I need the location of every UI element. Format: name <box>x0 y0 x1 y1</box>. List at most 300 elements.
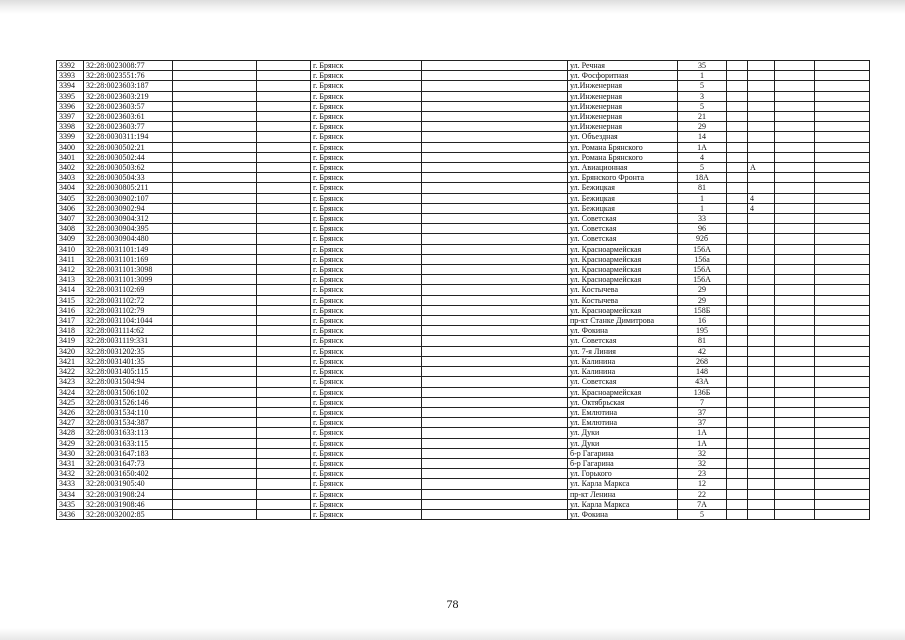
empty-cell <box>257 397 311 407</box>
city-cell: г. Брянск <box>311 193 422 203</box>
city-cell: г. Брянск <box>311 265 422 275</box>
empty-cell <box>775 356 815 366</box>
empty-cell <box>775 428 815 438</box>
street-cell: ул. Фокина <box>568 326 678 336</box>
empty-cell <box>775 509 815 519</box>
empty-cell <box>775 101 815 111</box>
empty-cell <box>257 224 311 234</box>
house-number-cell: 4 <box>678 152 727 162</box>
cadastral-number-cell: 32:28:0031647:73 <box>84 458 173 468</box>
row-number-cell: 3402 <box>57 163 84 173</box>
building-cell <box>748 489 775 499</box>
city-cell: г. Брянск <box>311 101 422 111</box>
empty-cell <box>775 61 815 71</box>
building-cell <box>748 326 775 336</box>
empty-cell <box>257 275 311 285</box>
empty-cell <box>727 367 748 377</box>
empty-cell <box>257 479 311 489</box>
empty-cell <box>727 234 748 244</box>
empty-cell <box>173 428 257 438</box>
empty-cell <box>775 163 815 173</box>
cadastral-number-cell: 32:28:0031104:1044 <box>84 316 173 326</box>
empty-cell <box>422 469 568 479</box>
street-cell: ул. Дуки <box>568 438 678 448</box>
building-cell <box>748 469 775 479</box>
table-row <box>57 418 870 428</box>
empty-cell <box>815 336 870 346</box>
city-cell: г. Брянск <box>311 244 422 254</box>
scan-shadow-bottom <box>0 628 905 640</box>
empty-cell <box>727 61 748 71</box>
city-cell: г. Брянск <box>311 326 422 336</box>
row-number-cell: 3420 <box>57 346 84 356</box>
empty-cell <box>173 285 257 295</box>
empty-cell <box>727 81 748 91</box>
empty-cell <box>775 458 815 468</box>
empty-cell <box>815 244 870 254</box>
street-cell: ул. Бежицкая <box>568 193 678 203</box>
empty-cell <box>815 81 870 91</box>
row-number-cell: 3397 <box>57 112 84 122</box>
empty-cell <box>173 214 257 224</box>
empty-cell <box>257 316 311 326</box>
cadastral-number-cell: 32:28:0031506:102 <box>84 387 173 397</box>
empty-cell <box>173 71 257 81</box>
empty-cell <box>727 193 748 203</box>
building-cell <box>748 316 775 326</box>
street-cell: ул. Советская <box>568 234 678 244</box>
empty-cell <box>815 265 870 275</box>
empty-cell <box>173 244 257 254</box>
empty-cell <box>775 469 815 479</box>
street-cell: б-р Гагарина <box>568 448 678 458</box>
empty-cell <box>422 101 568 111</box>
street-cell: ул.Инженерная <box>568 112 678 122</box>
empty-cell <box>257 326 311 336</box>
empty-cell <box>422 163 568 173</box>
empty-cell <box>727 458 748 468</box>
empty-cell <box>727 418 748 428</box>
empty-cell <box>815 234 870 244</box>
house-number-cell: 1 <box>678 71 727 81</box>
street-cell: ул. Объездная <box>568 132 678 142</box>
empty-cell <box>775 305 815 315</box>
empty-cell <box>775 295 815 305</box>
city-cell: г. Брянск <box>311 438 422 448</box>
empty-cell <box>173 418 257 428</box>
empty-cell <box>422 214 568 224</box>
empty-cell <box>422 316 568 326</box>
building-cell <box>748 407 775 417</box>
table-row <box>57 275 870 285</box>
city-cell: г. Брянск <box>311 305 422 315</box>
empty-cell <box>257 173 311 183</box>
row-number-cell: 3414 <box>57 285 84 295</box>
street-cell: ул. Брянского Фронта <box>568 173 678 183</box>
empty-cell <box>727 316 748 326</box>
row-number-cell: 3396 <box>57 101 84 111</box>
empty-cell <box>257 152 311 162</box>
empty-cell <box>422 224 568 234</box>
empty-cell <box>422 356 568 366</box>
street-cell: ул. Красноармейская <box>568 275 678 285</box>
building-cell: 4 <box>748 203 775 213</box>
empty-cell <box>815 101 870 111</box>
empty-cell <box>257 71 311 81</box>
empty-cell <box>815 489 870 499</box>
empty-cell <box>815 112 870 122</box>
house-number-cell: 7А <box>678 499 727 509</box>
row-number-cell: 3436 <box>57 509 84 519</box>
row-number-cell: 3427 <box>57 418 84 428</box>
empty-cell <box>727 244 748 254</box>
row-number-cell: 3392 <box>57 61 84 71</box>
empty-cell <box>815 295 870 305</box>
table-row <box>57 438 870 448</box>
table-row <box>57 428 870 438</box>
cadastral-number-cell: 32:28:0031534:387 <box>84 418 173 428</box>
row-number-cell: 3400 <box>57 142 84 152</box>
table-row <box>57 377 870 387</box>
empty-cell <box>815 428 870 438</box>
row-number-cell: 3419 <box>57 336 84 346</box>
city-cell: г. Брянск <box>311 163 422 173</box>
cadastral-number-cell: 32:28:0031119:331 <box>84 336 173 346</box>
cadastral-number-cell: 32:28:0030502:44 <box>84 152 173 162</box>
street-cell: ул. Красноармейская <box>568 387 678 397</box>
empty-cell <box>775 275 815 285</box>
empty-cell <box>257 112 311 122</box>
house-number-cell: 32 <box>678 448 727 458</box>
building-cell <box>748 61 775 71</box>
empty-cell <box>257 234 311 244</box>
empty-cell <box>173 377 257 387</box>
city-cell: г. Брянск <box>311 254 422 264</box>
empty-cell <box>815 91 870 101</box>
empty-cell <box>422 265 568 275</box>
empty-cell <box>815 163 870 173</box>
cadastral-number-cell: 32:28:0031504:94 <box>84 377 173 387</box>
empty-cell <box>173 489 257 499</box>
building-cell <box>748 346 775 356</box>
cadastral-number-cell: 32:28:0031401:35 <box>84 356 173 366</box>
street-cell: ул. Бежицкая <box>568 183 678 193</box>
row-number-cell: 3432 <box>57 469 84 479</box>
empty-cell <box>727 183 748 193</box>
empty-cell <box>727 509 748 519</box>
empty-cell <box>257 448 311 458</box>
street-cell: ул. Карла Маркса <box>568 479 678 489</box>
cadastral-number-cell: 32:28:0031905:40 <box>84 479 173 489</box>
empty-cell <box>422 489 568 499</box>
row-number-cell: 3399 <box>57 132 84 142</box>
empty-cell <box>257 183 311 193</box>
street-cell: ул. Речная <box>568 61 678 71</box>
building-cell <box>748 499 775 509</box>
empty-cell <box>727 285 748 295</box>
empty-cell <box>173 367 257 377</box>
cadastral-number-cell: 32:28:0030805:211 <box>84 183 173 193</box>
building-cell <box>748 428 775 438</box>
building-cell <box>748 458 775 468</box>
empty-cell <box>422 305 568 315</box>
building-cell <box>748 112 775 122</box>
street-cell: ул. Советская <box>568 336 678 346</box>
city-cell: г. Брянск <box>311 316 422 326</box>
empty-cell <box>257 356 311 366</box>
row-number-cell: 3425 <box>57 397 84 407</box>
empty-cell <box>173 407 257 417</box>
house-number-cell: 12 <box>678 479 727 489</box>
city-cell: г. Брянск <box>311 112 422 122</box>
empty-cell <box>173 183 257 193</box>
table-row <box>57 499 870 509</box>
table-row <box>57 234 870 244</box>
empty-cell <box>257 122 311 132</box>
empty-cell <box>173 91 257 101</box>
house-number-cell: 5 <box>678 101 727 111</box>
building-cell <box>748 101 775 111</box>
empty-cell <box>257 81 311 91</box>
empty-cell <box>422 183 568 193</box>
empty-cell <box>727 346 748 356</box>
building-cell <box>748 336 775 346</box>
empty-cell <box>727 214 748 224</box>
city-cell: г. Брянск <box>311 509 422 519</box>
empty-cell <box>727 265 748 275</box>
city-cell: г. Брянск <box>311 122 422 132</box>
house-number-cell: 195 <box>678 326 727 336</box>
house-number-cell: 42 <box>678 346 727 356</box>
empty-cell <box>815 469 870 479</box>
empty-cell <box>173 305 257 315</box>
empty-cell <box>727 101 748 111</box>
cadastral-number-cell: 32:28:0023603:57 <box>84 101 173 111</box>
cadastral-number-cell: 32:28:0030503:62 <box>84 163 173 173</box>
house-number-cell: 156А <box>678 265 727 275</box>
house-number-cell: 148 <box>678 367 727 377</box>
empty-cell <box>422 112 568 122</box>
empty-cell <box>173 448 257 458</box>
empty-cell <box>775 214 815 224</box>
empty-cell <box>775 71 815 81</box>
empty-cell <box>173 356 257 366</box>
table-row <box>57 152 870 162</box>
city-cell: г. Брянск <box>311 234 422 244</box>
cadastral-number-cell: 32:28:0023603:61 <box>84 112 173 122</box>
empty-cell <box>815 71 870 81</box>
building-cell <box>748 152 775 162</box>
table-row <box>57 326 870 336</box>
city-cell: г. Брянск <box>311 71 422 81</box>
building-cell <box>748 265 775 275</box>
empty-cell <box>173 275 257 285</box>
house-number-cell: 156а <box>678 254 727 264</box>
empty-cell <box>257 214 311 224</box>
table-row <box>57 356 870 366</box>
street-cell: ул. Красноармейская <box>568 244 678 254</box>
empty-cell <box>815 448 870 458</box>
building-cell <box>748 91 775 101</box>
empty-cell <box>173 265 257 275</box>
city-cell: г. Брянск <box>311 91 422 101</box>
empty-cell <box>257 407 311 417</box>
row-number-cell: 3401 <box>57 152 84 162</box>
building-cell <box>748 71 775 81</box>
city-cell: г. Брянск <box>311 132 422 142</box>
empty-cell <box>727 479 748 489</box>
building-cell <box>748 173 775 183</box>
building-cell <box>748 377 775 387</box>
street-cell: ул. Фокина <box>568 509 678 519</box>
empty-cell <box>775 479 815 489</box>
empty-cell <box>727 356 748 366</box>
house-number-cell: 1А <box>678 142 727 152</box>
city-cell: г. Брянск <box>311 469 422 479</box>
empty-cell <box>775 91 815 101</box>
empty-cell <box>422 132 568 142</box>
building-cell <box>748 214 775 224</box>
empty-cell <box>815 356 870 366</box>
cadastral-number-cell: 32:28:0030311:194 <box>84 132 173 142</box>
cadastral-number-cell: 32:28:0023008:77 <box>84 61 173 71</box>
city-cell: г. Брянск <box>311 428 422 438</box>
empty-cell <box>422 428 568 438</box>
row-number-cell: 3433 <box>57 479 84 489</box>
empty-cell <box>775 316 815 326</box>
building-cell <box>748 418 775 428</box>
table-row <box>57 336 870 346</box>
empty-cell <box>727 91 748 101</box>
cadastral-number-cell: 32:28:0030904:395 <box>84 224 173 234</box>
building-cell <box>748 367 775 377</box>
cadastral-number-cell: 32:28:0030904:480 <box>84 234 173 244</box>
empty-cell <box>775 367 815 377</box>
building-cell <box>748 356 775 366</box>
empty-cell <box>815 275 870 285</box>
street-cell: ул. Советская <box>568 224 678 234</box>
empty-cell <box>173 163 257 173</box>
table-row <box>57 479 870 489</box>
row-number-cell: 3394 <box>57 81 84 91</box>
empty-cell <box>815 152 870 162</box>
street-cell: ул. Советская <box>568 377 678 387</box>
empty-cell <box>727 499 748 509</box>
table-row <box>57 305 870 315</box>
row-number-cell: 3408 <box>57 224 84 234</box>
table-row <box>57 295 870 305</box>
building-cell <box>748 254 775 264</box>
row-number-cell: 3417 <box>57 316 84 326</box>
empty-cell <box>775 142 815 152</box>
empty-cell <box>422 438 568 448</box>
street-cell: ул. Романа Брянского <box>568 152 678 162</box>
empty-cell <box>173 346 257 356</box>
empty-cell <box>815 214 870 224</box>
cadastral-number-cell: 32:28:0031101:3099 <box>84 275 173 285</box>
house-number-cell: 81 <box>678 183 727 193</box>
row-number-cell: 3409 <box>57 234 84 244</box>
empty-cell <box>257 91 311 101</box>
row-number-cell: 3403 <box>57 173 84 183</box>
building-cell <box>748 275 775 285</box>
building-cell <box>748 285 775 295</box>
city-cell: г. Брянск <box>311 489 422 499</box>
street-cell: ул. Октябрьская <box>568 397 678 407</box>
empty-cell <box>257 142 311 152</box>
empty-cell <box>775 346 815 356</box>
row-number-cell: 3411 <box>57 254 84 264</box>
table-row <box>57 112 870 122</box>
house-number-cell: 81 <box>678 336 727 346</box>
row-number-cell: 3398 <box>57 122 84 132</box>
street-cell: ул. Калинина <box>568 367 678 377</box>
house-number-cell: 37 <box>678 418 727 428</box>
empty-cell <box>257 346 311 356</box>
empty-cell <box>257 458 311 468</box>
empty-cell <box>173 173 257 183</box>
empty-cell <box>727 377 748 387</box>
empty-cell <box>257 499 311 509</box>
empty-cell <box>727 112 748 122</box>
empty-cell <box>173 224 257 234</box>
city-cell: г. Брянск <box>311 387 422 397</box>
empty-cell <box>422 275 568 285</box>
house-number-cell: 43А <box>678 377 727 387</box>
cadastral-number-cell: 32:28:0031102:72 <box>84 295 173 305</box>
row-number-cell: 3395 <box>57 91 84 101</box>
table-row <box>57 509 870 519</box>
scan-shadow-top <box>0 0 905 14</box>
house-number-cell: 1 <box>678 203 727 213</box>
empty-cell <box>257 489 311 499</box>
empty-cell <box>815 397 870 407</box>
empty-cell <box>422 254 568 264</box>
street-cell: ул. Романа Брянского <box>568 142 678 152</box>
empty-cell <box>815 326 870 336</box>
empty-cell <box>775 234 815 244</box>
empty-cell <box>775 265 815 275</box>
empty-cell <box>815 499 870 509</box>
building-cell <box>748 295 775 305</box>
empty-cell <box>422 234 568 244</box>
building-cell <box>748 448 775 458</box>
street-cell: ул. Емлютина <box>568 418 678 428</box>
house-number-cell: 33 <box>678 214 727 224</box>
empty-cell <box>173 193 257 203</box>
empty-cell <box>815 377 870 387</box>
table-row <box>57 458 870 468</box>
empty-cell <box>815 285 870 295</box>
building-cell <box>748 509 775 519</box>
empty-cell <box>173 152 257 162</box>
empty-cell <box>257 61 311 71</box>
empty-cell <box>727 142 748 152</box>
row-number-cell: 3431 <box>57 458 84 468</box>
empty-cell <box>727 336 748 346</box>
cadastral-number-cell: 32:28:0031633:115 <box>84 438 173 448</box>
row-number-cell: 3435 <box>57 499 84 509</box>
empty-cell <box>815 407 870 417</box>
empty-cell <box>727 469 748 479</box>
empty-cell <box>173 254 257 264</box>
empty-cell <box>727 173 748 183</box>
street-cell: ул. Красноармейская <box>568 254 678 264</box>
table-row <box>57 183 870 193</box>
street-cell: пр-кт Ленина <box>568 489 678 499</box>
house-number-cell: 18А <box>678 173 727 183</box>
empty-cell <box>257 367 311 377</box>
